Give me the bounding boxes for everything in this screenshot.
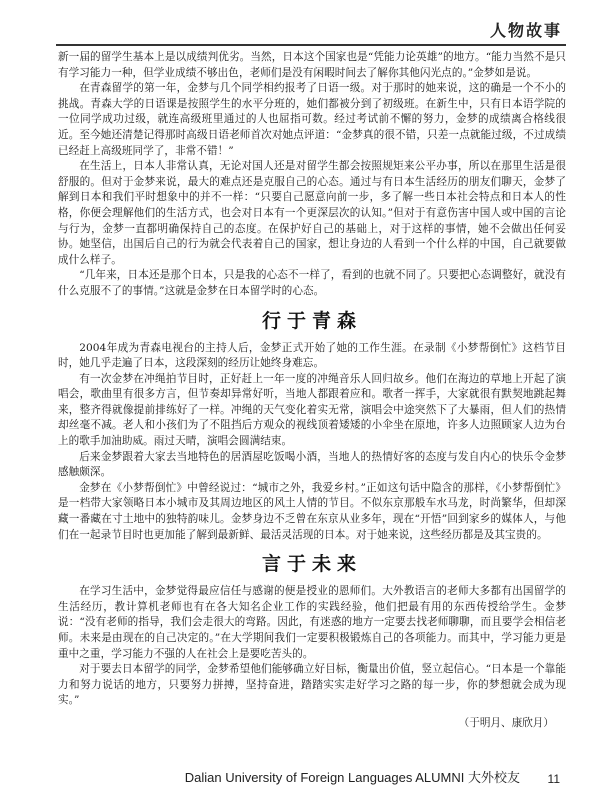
subheading-future: 言于未来 bbox=[261, 553, 362, 576]
page-footer bbox=[0, 760, 600, 800]
paragraph: 对于要去日本留学的同学，金梦希望他们能够确立好目标，衡量出价值，竖立起信心。“日本是一个靠能力和努力说话的地方，只要努力拼搏，坚持奋进，踏踏实实走好学习之路的每一步，你的梦想就会成为现实。” bbox=[58, 663, 566, 707]
paragraph: 后来金梦跟着大家去当地特色的居酒屋吃饭喝小酒，当地人的热情好客的态度与发自内心的快乐令金梦感触颇深。 bbox=[58, 450, 566, 479]
paragraph: 金梦在《小梦帮倒忙》中曾经说过：“城市之外，我爱乡村。”正如这句话中隐含的那样，《小梦帮倒忙》是一档带大家领略日本小城市及其周边地区的风土人情的节目。不似东京那般车水马龙，时尚繁华，但却深藏一番藏在寸土地中的独特韵味儿。金梦身边不乏曾在东京从业多年，现在“开悟”回到家乡的媒体人，与他们在一起录节目时也更加能了解到最新鲜、最活灵活现的日本。对于她来说，这些经历都是及其宝贵的。 bbox=[58, 481, 566, 541]
paragraph: 在学习生活中，金梦觉得最应信任与感谢的便是授业的恩师们。大外教语言的老师大多都有出国留学的生活经历，教计算机老师也有在各大知名企业工作的实践经验，他们把最有用的东西传授给学生。金梦说：“没有老师的指导，我们会走很大的弯路。因此，有迷惑的地方一定要去找老师聊聊，而且要学会相信老师。未来是由现在的自己决定的。”在大学期间我们一定要积极锻炼自己的各项能力。而其中，学习能力更是重中之重，学习能力不强的人在社会上是要吃苦头的。 bbox=[58, 585, 566, 660]
page-number: 11 bbox=[547, 772, 560, 786]
paragraph: 在青森留学的第一年，金梦与几个同学相约报考了日语一级。对于那时的她来说，这的确是一个不小的挑战。青森大学的日语课是按照学生的水平分班的，她们都被分到了初级班。在新生中，只有日本语学院的一位同学成功过级，就连高级班里通过的人也屈指可数。经过考试前不懈的努力，金梦的成绩离合格线很近。至今她还清楚记得那时高级日语老师首次对她点评道：“金梦真的很不错，只差一点就能过级，不过成绩已经赶上高级班同学了，非常不错！” bbox=[58, 82, 566, 157]
subheading-aomori: 行于青森 bbox=[261, 309, 362, 332]
paragraph: 2004年成为青森电视台的主持人后，金梦正式开始了她的工作生涯。在录制《小梦帮倒忙》这档节目时，她几乎走遍了日本，这段深刻的经历让她终身难忘。 bbox=[58, 341, 566, 370]
article-body bbox=[58, 50, 566, 730]
section-title: 人物故事 bbox=[489, 21, 562, 40]
paragraph: “几年来，日本还是那个日本，只是我的心态不一样了，看到的也就不同了。只要把心态调整好，就没有什么克服不了的事情。”这就是金梦在日本留学时的心态。 bbox=[58, 269, 566, 297]
paragraph: 有一次金梦在冲绳拍节目时，正好赶上一年一度的冲绳音乐人回归故乡。他们在海边的草地上开起了演唱会，歌曲里有很多方言，但节奏却异常好听，当地人都跟着应和。歌者一挥手，大家就很有默契地跳起舞来，整齐得就像提前排练好了一样。冲绳的天气变化着实无常，演唱会中途突然下了大暴雨，但人们的热情却丝毫不减。老人和小孩们为了不阻挡后方观众的视线顶着矮矮的小伞坐在原地，许多人边照顾家人边为台上的歌手加油助威。雨过天晴，演唱会圆满结束。 bbox=[58, 372, 566, 448]
author-byline: （于明月、康欣月） bbox=[458, 716, 554, 729]
header-divider bbox=[56, 44, 566, 46]
page-header bbox=[0, 0, 600, 44]
publication-name: Dalian University of Foreign Languages ALUMNI 大外校友 bbox=[184, 770, 520, 785]
paragraph: 在生活上，日本人非常认真，无论对国人还是对留学生都会按照规矩来公平办事，所以在那里生活是很舒服的。但对于金梦来说，最大的难点还是克服自己的心态。通过与有日本生活经历的朋友们聊天，金梦了解到日本和我们平时想象中的并不一样：“只要自己愿意向前一步，多了解一些日本社会特点和日本人的性格，你便会理解他们的生活方式，也会对日本有一个更深层次的认知。”但对于有意伤害中国人或中国的言论与行为，金梦一直都明确保持自己的态度。在保护好自己的基础上，对于这样的事情，她不会做出任何妥协。她坚信，出国后自己的行为就会代表着自己的国家，想让身边的人看到一个什么样的中国，自己就要做成什么样子。 bbox=[58, 160, 566, 266]
paragraph: 新一届的留学生基本上是以成绩判优劣。当然，日本这个国家也是“凭能力论英雄”的地方。“能力当然不是只有学习能力一种，但学业成绩不够出色，老师们是没有闲暇时间去了解你其他闪光点的。”金梦如是说。 bbox=[58, 51, 566, 79]
